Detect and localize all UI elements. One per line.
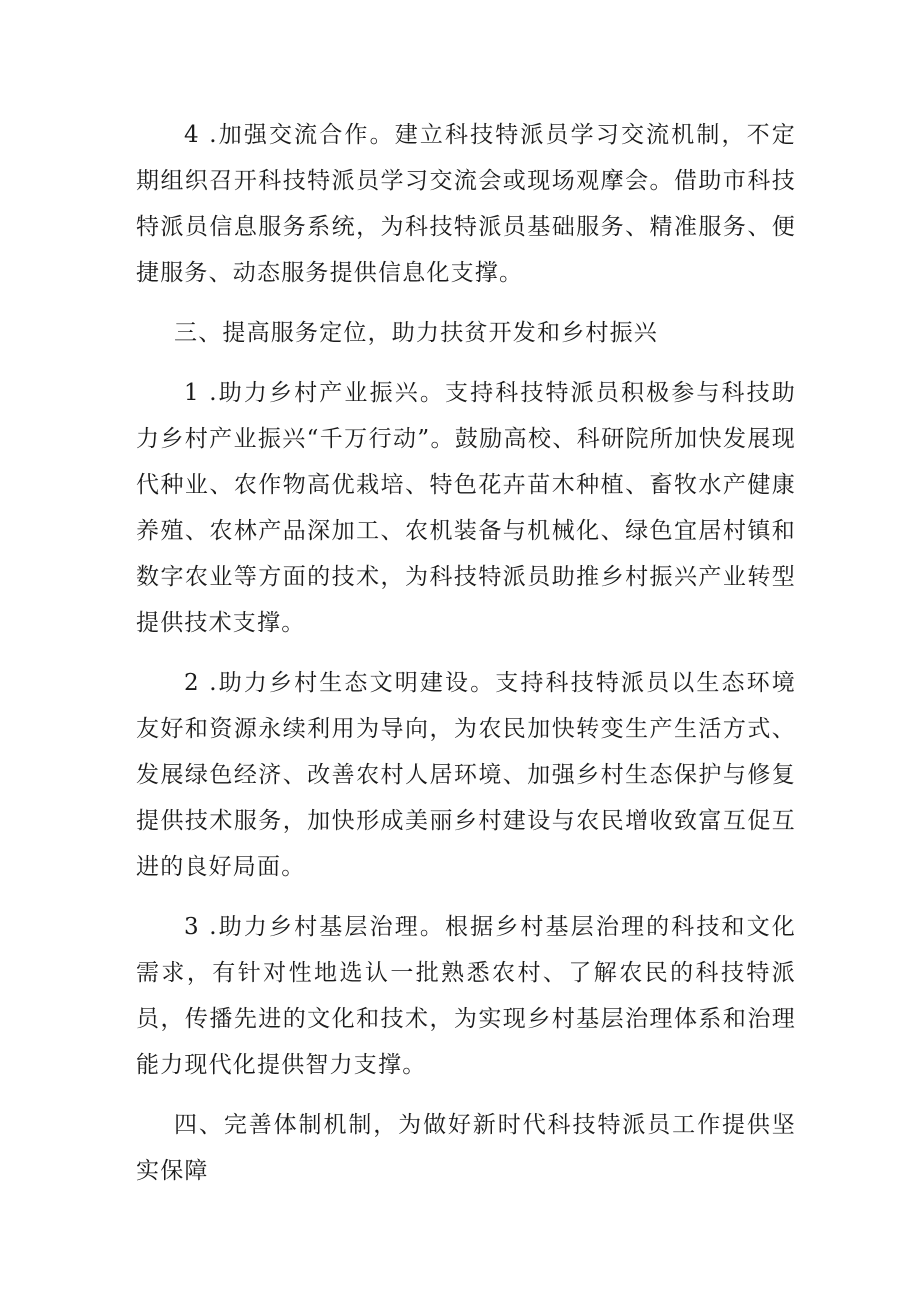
document-body — [136, 112, 796, 1208]
section-heading-four: 四、完善体制机制，为做好新时代科技特派员工作提供坚实保障 — [136, 1112, 796, 1184]
section-heading-three: 三、提高服务定位，助力扶贫开发和乡村振兴 — [174, 320, 658, 346]
paragraph-grassroots-governance: 3 .助力乡村基层治理。根据乡村基层治理的科技和文化需求，有针对性地选认一批熟悉农村、了解农民的科技特派员，传播先进的文化和技术，为实现乡村基层治理体系和治理能力现代化提供智力支撑。 — [136, 914, 796, 1078]
paragraph-strengthen-exchange: 4 .加强交流合作。建立科技特派员学习交流机制，不定期组织召开科技特派员学习交流会或现场观摩会。借助市科技特派员信息服务系统，为科技特派员基础服务、精准服务、便捷服务、动态服务提供信息化支撑。 — [136, 122, 796, 286]
paragraph-ecological-civilization: 2 .助力乡村生态文明建设。支持科技特派员以生态环境友好和资源永续利用为导向，为农民加快转变生产生活方式、发展绿色经济、改善农村人居环境、加强乡村生态保护与修复提供技术服务，加快形成美丽乡村建设与农民增收致富互促互进的良好局面。 — [136, 670, 796, 880]
paragraph-industry-revitalization: 1 .助力乡村产业振兴。支持科技特派员积极参与科技助力乡村产业振兴“千万行动”。鼓励高校、科研院所加快发展现代种业、农作物高优栽培、特色花卉苗木种植、畜牧水产健康养殖、农林产品深加工、农机装备与机械化、绿色宜居村镇和数字农业等方面的技术，为科技特派员助推乡村振兴产业转型提供技术支撑。 — [136, 380, 796, 636]
